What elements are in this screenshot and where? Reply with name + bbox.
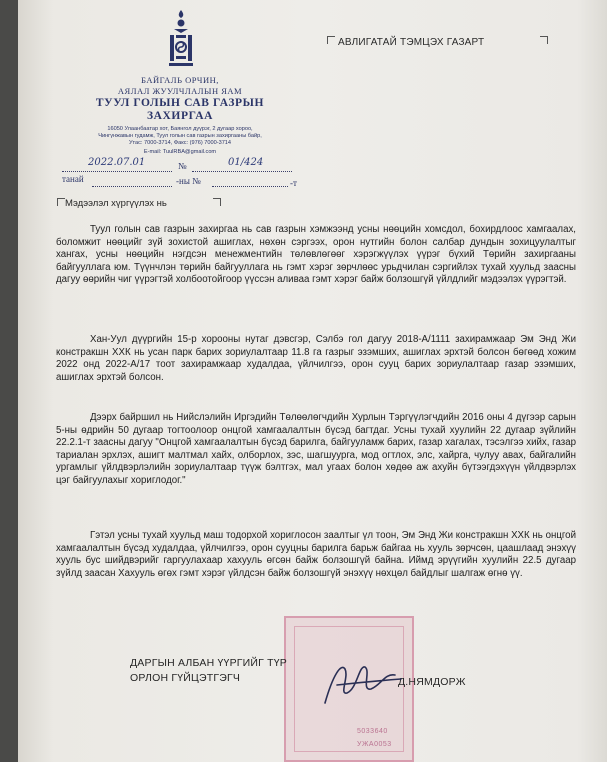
signer-name: Д.НЯМДОРЖ — [398, 676, 466, 688]
soyombo-emblem-icon — [166, 8, 196, 70]
org-line-4: ЗАХИРГАА — [146, 110, 214, 122]
signer-title-line-2: ОРЛОН ГҮЙЦЭТГЭГЧ — [130, 672, 241, 684]
org-line-2: АЯЛАЛ ЖУУЛЧЛАЛЫН ЯАМ — [117, 86, 243, 96]
org-address-2: Чингүнжавын гудамж, Туул голын сав газрын захиргааны байр, — [98, 133, 262, 139]
paragraph-1: Туул голын сав газрын захиргаа нь сав газрын хэмжээнд усны нөөцийн хомсдол, бохирдлоос хамгаалах, боломжит нөөцийг зүй зохистой ашиглах, нөхөн сэргээх, орон нутгийн болон салбар дундын зохицуулалтыг хангах, усны нөөцийн нэгдсэн менежментийн төлөвлөгөөг хэрэгжүүлэх үүрэг бүхий Төрийн захиргааны байгууллага юм. Түүнчлэн төрийн байгууллага нь гэмт хэрэг зөрчлөөс урьдчилан сэргийлэх тухай хуульд заасны дагуу өөрийн чиг үүрэгтэй холбоотойгоор үүссэн аливаа гэмт хэрэг байж болзошгүй үйлдлийг мэдээлэх үүрэгтэй. — [56, 224, 576, 286]
letter-number: 01/424 — [228, 157, 264, 168]
org-line-1: БАЙГАЛЬ ОРЧИН, — [141, 75, 219, 85]
paragraph-2: Хан-Уул дүүргийн 15-р хорооны нутаг дэвсгэр, Сэлбэ гол дагуу 2018-А/1111 захирамжаар Эм Энд Жи констракшн ХХК нь усан парк барих зориулалтаар 11.8 га газрыг эзэмших, ашиглах эрхтэй болсон бөгөөд хожим 2022 онд 2022-А/17 тоот захирамжаар худалдаа, үйлчилгээ, орон сууц барих зориулалтаар газар эзэмших, ашиглах эрхтэй болсон. — [56, 334, 576, 383]
nii-number-label: -ны № — [176, 176, 201, 186]
subject-corner-left — [57, 198, 65, 206]
tanai-label: танай — [62, 174, 84, 184]
paragraph-3: Дээрх байршил нь Нийслэлийн Иргэдийн Төлөөлөгчдийн Хурлын Тэргүүлэгчдийн 2016 оны 4 дүгээр сарын 5-ны өдрийн 50 дугаар тогтоолоор онцгой хамгаалалтын бүсэд багтдаг. Усны тухай хуулийн 22 дугаар зүйлийн 22.2.1-т заасны дагуу "Онцгой хамгаалалтын бүсэд барилга, байгууламж барих, газар хагалах, тэсэлгээ хийх, газар тариалан эрхлэх, ашигт малтмал хайх, олборлох, зэс, шагшуурга, мод огтлох, элс, хайрга, чулуу авах, байгалийн ургамлыг үйлдвэрлэлийн зориулалтаар түүж бэлтгэх, мал угаах болон хөдөө аж ахуйн бүтээгдэхүүн үйлдвэрлэх цэг байгуулахыг хориглодог." — [56, 412, 576, 486]
letter-date: 2022.07.01 — [88, 157, 146, 168]
org-line-3: ТУУЛ ГОЛЫН САВ ГАЗРЫН — [95, 97, 265, 109]
recipient: АВЛИГАТАЙ ТЭМЦЭХ ГАЗАРТ — [338, 37, 485, 48]
org-phone: Утас: 7000-3714, Факс: (976) 7000-3714 — [128, 140, 232, 146]
tanai-line — [92, 186, 172, 187]
subject: Мэдээлэл хүргүүлэх нь — [65, 198, 167, 209]
org-address-1: 16050 Улаанбаатар хот, Баянгол дүүрэг, 2 дугаар хороо, — [107, 126, 253, 132]
subject-corner-right — [213, 198, 221, 206]
date-line — [62, 171, 172, 172]
recipient-corner-right — [540, 36, 548, 44]
signer-title-line-1: ДАРГЫН АЛБАН ҮҮРГИЙГ ТҮР — [130, 657, 288, 669]
stamp-number-2: УЖА0053 — [357, 741, 392, 748]
nii-line — [212, 186, 288, 187]
t-label: -т — [290, 178, 297, 188]
paragraph-4: Гэтэл усны тухай хуульд маш тодорхой хориглосон заалтыг үл тоон, Эм Энд Жи констракшн ХХК нь онцгой хамгаалалтын бүсэд худалдаа, үйлчилгээ, орон сууцны барилга барьж байгаа нь хууль зөрчсөн, цаашлаад энэхүү хууль бус шийдвэрийг гаргуулахаар хахууль өгсөн байж болзошгүй байна. Иймд эрүүгийн хуулийн 22.5 дугаар зүйлд заасан Хахууль өгөх гэмт хэрэг үйлдсэн байж болзошгүй энэхүү нөхцөл байдлыг шалгаж өгнө үү. — [56, 530, 576, 579]
number-line — [192, 171, 292, 172]
number-label: № — [178, 161, 187, 171]
org-email: E-mail: TuulRBA@gmail.com — [143, 149, 217, 155]
recipient-corner-left — [327, 36, 335, 44]
stamp-number-1: 5033640 — [357, 728, 388, 735]
handwritten-signature-icon — [315, 655, 405, 715]
